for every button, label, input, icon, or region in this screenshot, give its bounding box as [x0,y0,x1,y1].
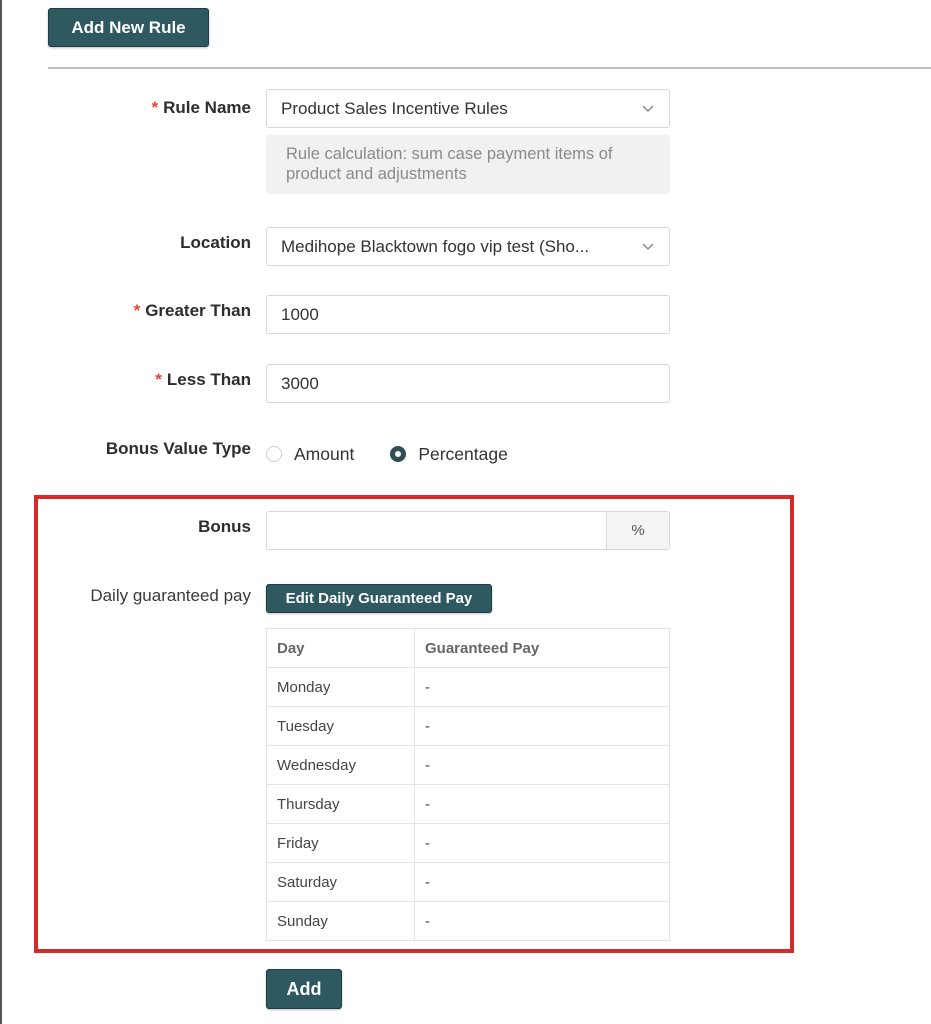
rule-calculation-hint: Rule calculation: sum case payment items of product and adjustments [266,135,670,194]
day-cell: Wednesday [267,746,415,785]
location-select[interactable] [266,227,670,266]
radio-amount-label: Amount [294,443,355,464]
table-row [267,902,670,941]
table-row [267,785,670,824]
window-edge [0,0,2,1024]
location-value: Medihope Blacktown fogo vip test (Sho... [281,236,590,256]
column-header-day: Day [267,629,415,668]
greater-than-label: * Greater Than [133,301,251,320]
add-button[interactable]: Add [266,969,342,1009]
daily-guaranteed-pay-label: Daily guaranteed pay [90,586,251,605]
table-row [267,668,670,707]
chevron-down-icon [641,102,655,116]
pay-cell: - [415,902,670,941]
pay-cell: - [415,785,670,824]
radio-percentage[interactable] [390,444,508,465]
less-than-value: 3000 [281,373,319,393]
table-row [267,863,670,902]
radio-amount[interactable] [266,444,354,465]
less-than-input[interactable] [266,364,670,403]
pay-cell: - [415,668,670,707]
table-header-row [267,629,670,668]
day-cell: Sunday [267,902,415,941]
day-cell: Friday [267,824,415,863]
pay-cell: - [415,824,670,863]
rule-name-value: Product Sales Incentive Rules [281,98,508,118]
required-marker: * [133,301,141,320]
pay-cell: - [415,707,670,746]
rule-name-select[interactable] [266,89,670,128]
pay-cell: - [415,863,670,902]
edit-daily-guaranteed-pay-button[interactable]: Edit Daily Guaranteed Pay [266,584,492,613]
radio-checked-icon[interactable] [390,446,406,462]
location-label: Location [180,233,251,252]
radio-percentage-label: Percentage [418,443,508,464]
required-marker: * [155,370,162,389]
day-cell: Saturday [267,863,415,902]
day-cell: Tuesday [267,707,415,746]
bonus-value-type-radio-group [266,440,544,468]
radio-unchecked-icon[interactable] [266,446,282,462]
greater-than-value: 1000 [281,304,319,324]
table-row [267,746,670,785]
percent-addon: % [606,512,669,549]
bonus-input[interactable] [267,512,606,549]
required-marker: * [151,98,159,117]
day-cell: Thursday [267,785,415,824]
add-new-rule-button[interactable]: Add New Rule [48,8,209,47]
bonus-value-type-label: Bonus Value Type [105,439,251,458]
table-row [267,707,670,746]
pay-cell: - [415,746,670,785]
less-than-label: * Less Than [155,370,251,389]
table-row [267,824,670,863]
bonus-input-group [266,511,670,550]
bonus-label: Bonus [198,517,251,536]
guaranteed-pay-table [266,628,670,941]
divider [48,67,931,69]
greater-than-input[interactable] [266,295,670,334]
column-header-guaranteed-pay: Guaranteed Pay [415,629,670,668]
day-cell: Monday [267,668,415,707]
chevron-down-icon [641,240,655,254]
rule-name-label: * Rule Name [151,98,251,117]
